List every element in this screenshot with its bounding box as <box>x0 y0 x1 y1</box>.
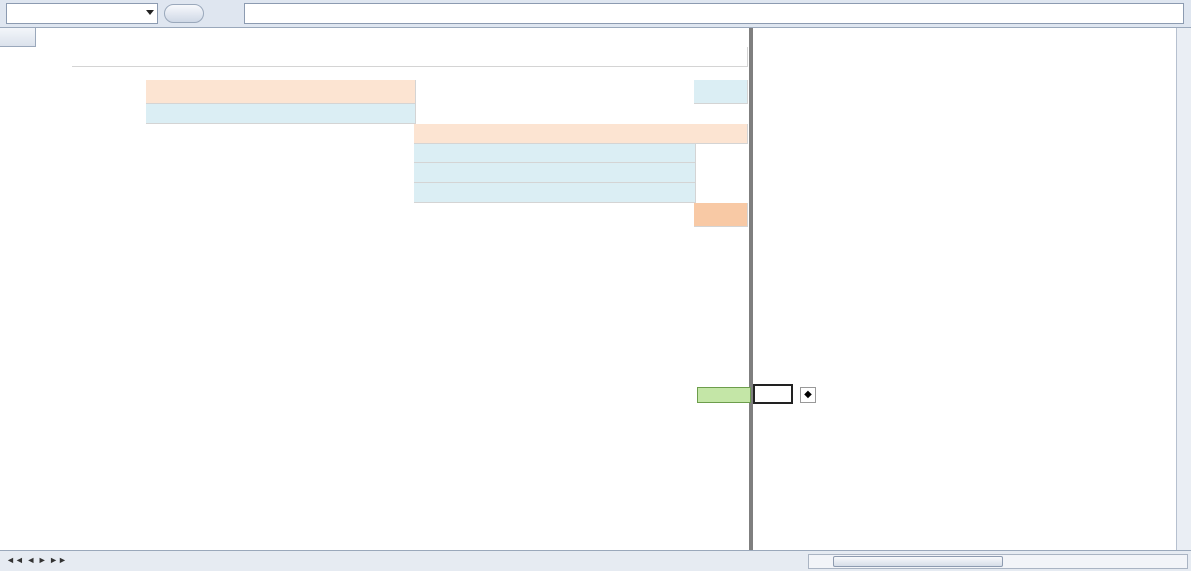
note-blue-cells <box>753 104 1173 124</box>
warning-diamond-icon[interactable]: ◆ <box>800 387 816 403</box>
inspector-name-value[interactable] <box>414 144 696 163</box>
ukl-formula <box>148 247 408 266</box>
control-org-value[interactable] <box>414 124 748 144</box>
control-dates-label <box>36 183 412 203</box>
horizontal-scrollbar[interactable] <box>808 554 1188 569</box>
formula-bar <box>0 0 1191 28</box>
department-value[interactable] <box>146 104 416 124</box>
dropdown-arrow-icon[interactable] <box>146 10 154 15</box>
clinic-value[interactable] <box>146 80 416 104</box>
inspector-position-label <box>36 163 412 183</box>
control-dates-value[interactable] <box>414 183 696 203</box>
formula-input[interactable] <box>244 3 1184 24</box>
control-org-label <box>36 124 410 144</box>
freeze-pane-divider <box>749 28 753 550</box>
sheet-nav-icon[interactable]: ◄◄ ◄ ► ►► <box>6 555 67 565</box>
note-aetk <box>753 47 1173 67</box>
result-label <box>600 247 746 266</box>
type-label <box>416 104 748 124</box>
subdivision-code-label <box>416 80 694 104</box>
warning-banner <box>38 227 748 247</box>
vertical-scrollbar[interactable] <box>1176 28 1191 550</box>
inspector-position-value[interactable] <box>414 163 696 183</box>
note-summary <box>753 84 1173 104</box>
sheet-tab-bar <box>0 550 1191 571</box>
formula-button[interactable] <box>164 4 204 23</box>
active-cell-selection <box>753 384 793 404</box>
clinic-label <box>72 80 146 104</box>
note-matrix <box>753 124 1173 144</box>
subdivision-code-value[interactable] <box>694 80 748 104</box>
sheet-title <box>72 47 748 67</box>
department-label <box>36 104 144 124</box>
summary-title <box>753 144 1173 163</box>
name-box[interactable] <box>6 3 158 24</box>
helper-tag[interactable] <box>697 387 751 403</box>
app-logo-icon <box>36 47 72 67</box>
inspector-name-label <box>36 144 412 163</box>
select-all-corner[interactable] <box>0 28 36 47</box>
cases-value[interactable] <box>694 203 748 227</box>
cases-label <box>36 203 694 227</box>
horizontal-scroll-thumb[interactable] <box>833 556 1003 567</box>
